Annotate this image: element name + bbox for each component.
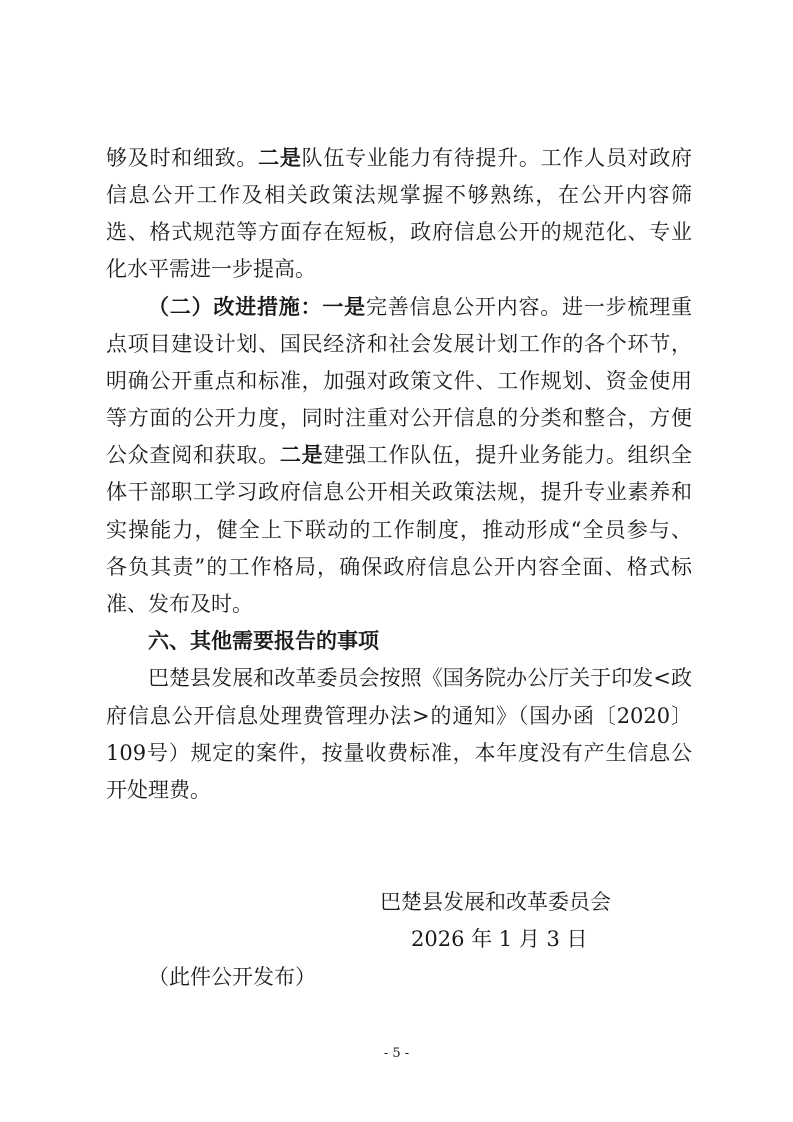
body-line: 体干部职工学习政府信息公开相关政策法规，提升专业素养和 — [106, 480, 692, 504]
body-line: 巴楚县发展和改革委员会按照《国务院办公厅关于印发<政 — [148, 666, 692, 690]
text-span: 公众查阅和获取。 — [106, 443, 280, 467]
body-line — [106, 145, 692, 171]
body-line: 实操能力，健全上下联动的工作制度，推动形成“全员参与、 — [106, 518, 692, 542]
body-line: 109号）规定的案件，按量收费标准，本年度没有产生信息公 — [106, 741, 692, 765]
body-line: 各负其责”的工作格局，确保政府信息公开内容全面、格式标 — [106, 555, 692, 579]
body-line: 等方面的公开力度，同时注重对公开信息的分类和整合，方便 — [106, 406, 692, 430]
body-line — [148, 294, 692, 320]
page-number: - 5 - — [383, 1046, 410, 1061]
subheading-span: （二）改进措施： — [148, 295, 323, 319]
text-span: 够及时和细致。 — [106, 146, 259, 170]
body-line: 点项目建设计划、国民经济和社会发展计划工作的各个环节， — [106, 332, 692, 356]
body-line: 化水平需进一步提高。 — [106, 257, 316, 281]
bold-text-span: 一是 — [322, 295, 366, 319]
signature-org: 巴楚县发展和改革委员会 — [380, 890, 611, 914]
bold-text-span: 二是 — [258, 146, 302, 170]
body-line: 准、发布及时。 — [106, 592, 253, 616]
body-line: 府信息公开信息处理费管理办法>的通知》（国办函〔2020〕 — [106, 704, 692, 728]
body-line: 信息公开工作及相关政策法规掌握不够熟练，在公开内容筛 — [106, 183, 692, 207]
text-span: 队伍专业能力有待提升。工作人员对政府 — [301, 146, 693, 170]
publication-note: （此件公开发布） — [148, 965, 316, 989]
text-span: 建强工作队伍，提升业务能力。组织全 — [323, 443, 693, 467]
body-line: 选、格式规范等方面存在短板，政府信息公开的规范化、专业 — [106, 220, 692, 244]
bold-text-span: 二是 — [279, 443, 324, 467]
body-line: 开处理费。 — [106, 778, 211, 802]
body-line — [106, 442, 692, 468]
body-line: 明确公开重点和标准，加强对政策文件、工作规划、资金使用 — [106, 369, 692, 393]
text-span: 完善信息公开内容。进一步梳理重 — [365, 295, 693, 319]
signature-date: 2026 年 1 月 3 日 — [411, 927, 588, 951]
section-heading: 六、其他需要报告的事项 — [148, 629, 379, 653]
